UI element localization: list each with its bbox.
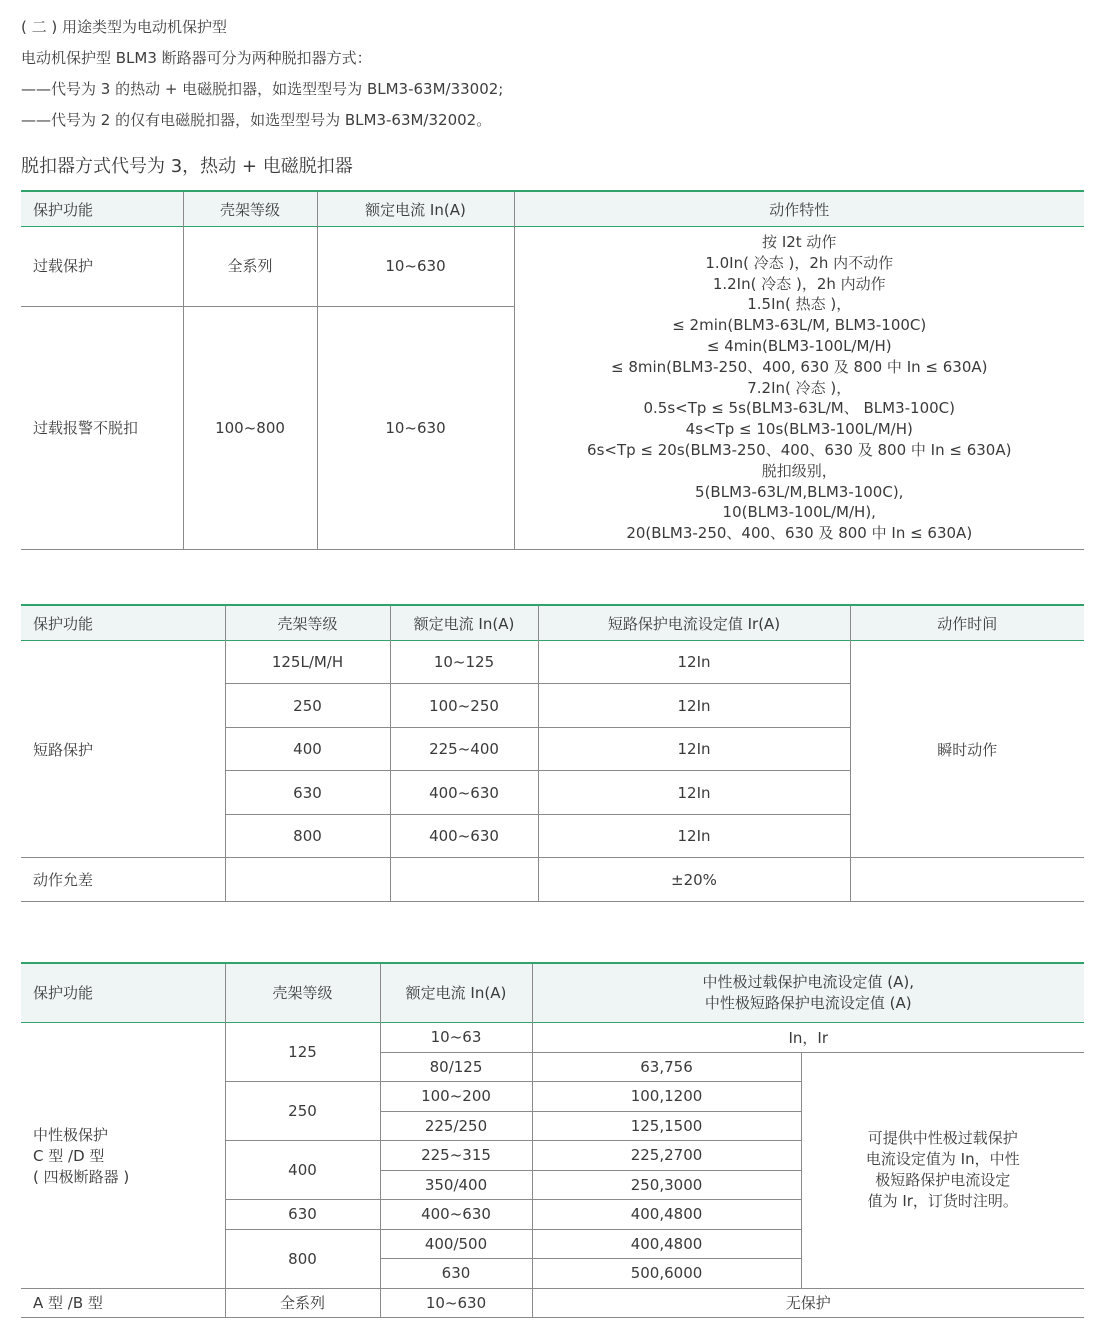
characteristic-line: 20(BLM3-250、400、630 及 800 中 In ≤ 630A) [626, 524, 973, 543]
current-cell: 400/500 [380, 1229, 532, 1259]
neutral-protection-table [21, 962, 1084, 1318]
time-cell: 瞬时动作 [850, 641, 1084, 858]
function-cell: A 型 /B 型 [21, 1288, 225, 1318]
header-cell: 短路保护电流设定值 Ir(A) [538, 605, 850, 641]
characteristic-line: 1.5In( 热态 )， [747, 295, 852, 314]
frame-cell: 400 [225, 1141, 380, 1200]
setting-cell: 63,756 [532, 1052, 801, 1082]
header-cell [532, 963, 1084, 1023]
empty-cell [850, 858, 1084, 902]
characteristic-line: ≤ 4min(BLM3-100L/M/H) [706, 337, 892, 355]
note-line: 极短路保护电流设定 [875, 1171, 1011, 1189]
function-line: ( 四极断路器 ) [33, 1167, 130, 1186]
header-cell: 保护功能 [21, 963, 225, 1023]
overload-table [21, 190, 1084, 550]
header-line: 中性极过载保护电流设定值 (A), [702, 973, 914, 991]
setting-cell: 400,4800 [532, 1200, 801, 1230]
current-cell: 400~630 [380, 1200, 532, 1230]
current-cell: 350/400 [380, 1170, 532, 1200]
frame-cell: 250 [225, 684, 390, 728]
characteristic-line: 1.0In( 冷态 )，2h 内不动作 [705, 253, 894, 272]
intro-line: 电动机保护型 BLM3 断路器可分为两种脱扣器方式： [21, 49, 372, 67]
header-cell: 额定电流 In(A) [317, 191, 514, 227]
setting-cell: 500,6000 [532, 1259, 801, 1289]
setting-cell: 125,1500 [532, 1111, 801, 1141]
current-cell: 225~315 [380, 1141, 532, 1171]
short-circuit-table [21, 604, 1084, 902]
frame-cell: 630 [225, 771, 390, 815]
header-cell: 额定电流 In(A) [380, 963, 532, 1023]
current-cell: 400~630 [390, 815, 538, 858]
empty-cell [390, 858, 538, 902]
characteristic-line: ≤ 8min(BLM3-250、400, 630 及 800 中 In ≤ 630A) [611, 357, 988, 376]
characteristic-line: 0.5s<Tp ≤ 5s(BLM3-63L/M、 BLM3-100C) [643, 399, 955, 418]
header-cell: 保护功能 [21, 191, 183, 227]
function-line: C 型 /D 型 [33, 1146, 105, 1165]
empty-cell [225, 858, 390, 902]
function-cell: 短路保护 [33, 740, 94, 759]
frame-cell: 全系列 [225, 1288, 380, 1318]
intro-line: ——代号为 2 的仅有电磁脱扣器，如选型型号为 BLM3-63M/32002。 [21, 111, 492, 129]
header-cell: 保护功能 [21, 605, 225, 641]
current-cell: 400~630 [390, 771, 538, 815]
current-cell: 225/250 [380, 1111, 532, 1141]
table1-heading: 脱扣器方式代号为 3，热动 + 电磁脱扣器 [21, 156, 353, 177]
setting-cell: 12In [538, 815, 850, 858]
current-cell: 10~63 [380, 1023, 532, 1053]
frame-cell: 125L/M/H [225, 641, 390, 684]
frame-cell: 125 [225, 1023, 380, 1082]
setting-cell: 无保护 [532, 1288, 1084, 1318]
function-line: 中性极保护 [33, 1125, 109, 1144]
characteristic-line: 脱扣级别， [761, 461, 837, 480]
current-cell: 630 [380, 1259, 532, 1289]
current-cell: 80/125 [380, 1052, 532, 1082]
current-cell: 100~250 [390, 684, 538, 728]
characteristic-line: 4s<Tp ≤ 10s(BLM3-100L/M/H) [685, 420, 913, 439]
function-cell: 过载保护 [33, 257, 94, 276]
setting-cell: 12In [538, 684, 850, 728]
note-line: 值为 Ir，订货时注明。 [867, 1192, 1018, 1210]
tolerance-value: ±20% [538, 858, 850, 902]
frame-cell: 800 [225, 1229, 380, 1288]
characteristic-line: 7.2In( 冷态 )， [747, 378, 852, 397]
setting-cell: 12In [538, 728, 850, 771]
header-cell: 动作特性 [514, 191, 1084, 227]
characteristics-cell [514, 227, 1084, 550]
function-cell [21, 1023, 225, 1289]
characteristic-line: 6s<Tp ≤ 20s(BLM3-250、400、630 及 800 中 In ≤ 630A) [587, 440, 1012, 459]
setting-cell: 250,3000 [532, 1170, 801, 1200]
note-cell [801, 1052, 1084, 1288]
setting-cell: 100,1200 [532, 1082, 801, 1112]
characteristic-line: 1.2In( 冷态 )，2h 内动作 [712, 274, 886, 293]
setting-cell: 12In [538, 641, 850, 684]
header-line: 中性极短路保护电流设定值 (A) [704, 994, 912, 1012]
current-cell: 10~630 [317, 307, 514, 550]
intro-line: ——代号为 3 的热动 + 电磁脱扣器，如选型型号为 BLM3-63M/33002; [21, 80, 504, 98]
characteristic-line: ≤ 2min(BLM3-63L/M, BLM3-100C) [672, 316, 927, 335]
frame-cell: 800 [225, 815, 390, 858]
header-cell: 壳架等级 [225, 605, 390, 641]
header-cell: 壳架等级 [183, 191, 317, 227]
frame-cell: 250 [225, 1082, 380, 1141]
tolerance-label: 动作允差 [21, 858, 225, 902]
current-cell: 10~630 [380, 1288, 532, 1318]
intro-text [21, 12, 503, 136]
setting-cell: 12In [538, 771, 850, 815]
current-cell: 225~400 [390, 728, 538, 771]
header-cell: 动作时间 [850, 605, 1084, 641]
characteristic-line: 按 I2t 动作 [762, 233, 837, 252]
setting-cell: In，Ir [532, 1023, 1084, 1053]
frame-cell: 100~800 [183, 307, 317, 550]
frame-cell: 全系列 [183, 227, 317, 307]
setting-cell: 225,2700 [532, 1141, 801, 1171]
current-cell: 100~200 [380, 1082, 532, 1112]
characteristic-line: 5(BLM3-63L/M,BLM3-100C), [695, 482, 904, 501]
note-line: 电流设定值为 In，中性 [865, 1150, 1020, 1168]
note-line: 可提供中性极过载保护 [867, 1129, 1018, 1147]
section-title: ( 二 ) 用途类型为电动机保护型 [21, 18, 228, 36]
current-cell: 10~630 [317, 227, 514, 307]
current-cell: 10~125 [390, 641, 538, 684]
header-cell: 额定电流 In(A) [390, 605, 538, 641]
setting-cell: 400,4800 [532, 1229, 801, 1259]
characteristic-line: 10(BLM3-100L/M/H), [722, 503, 876, 522]
frame-cell: 400 [225, 728, 390, 771]
frame-cell: 630 [225, 1200, 380, 1230]
function-cell: 过载报警不脱扣 [21, 307, 183, 550]
header-cell: 壳架等级 [225, 963, 380, 1023]
